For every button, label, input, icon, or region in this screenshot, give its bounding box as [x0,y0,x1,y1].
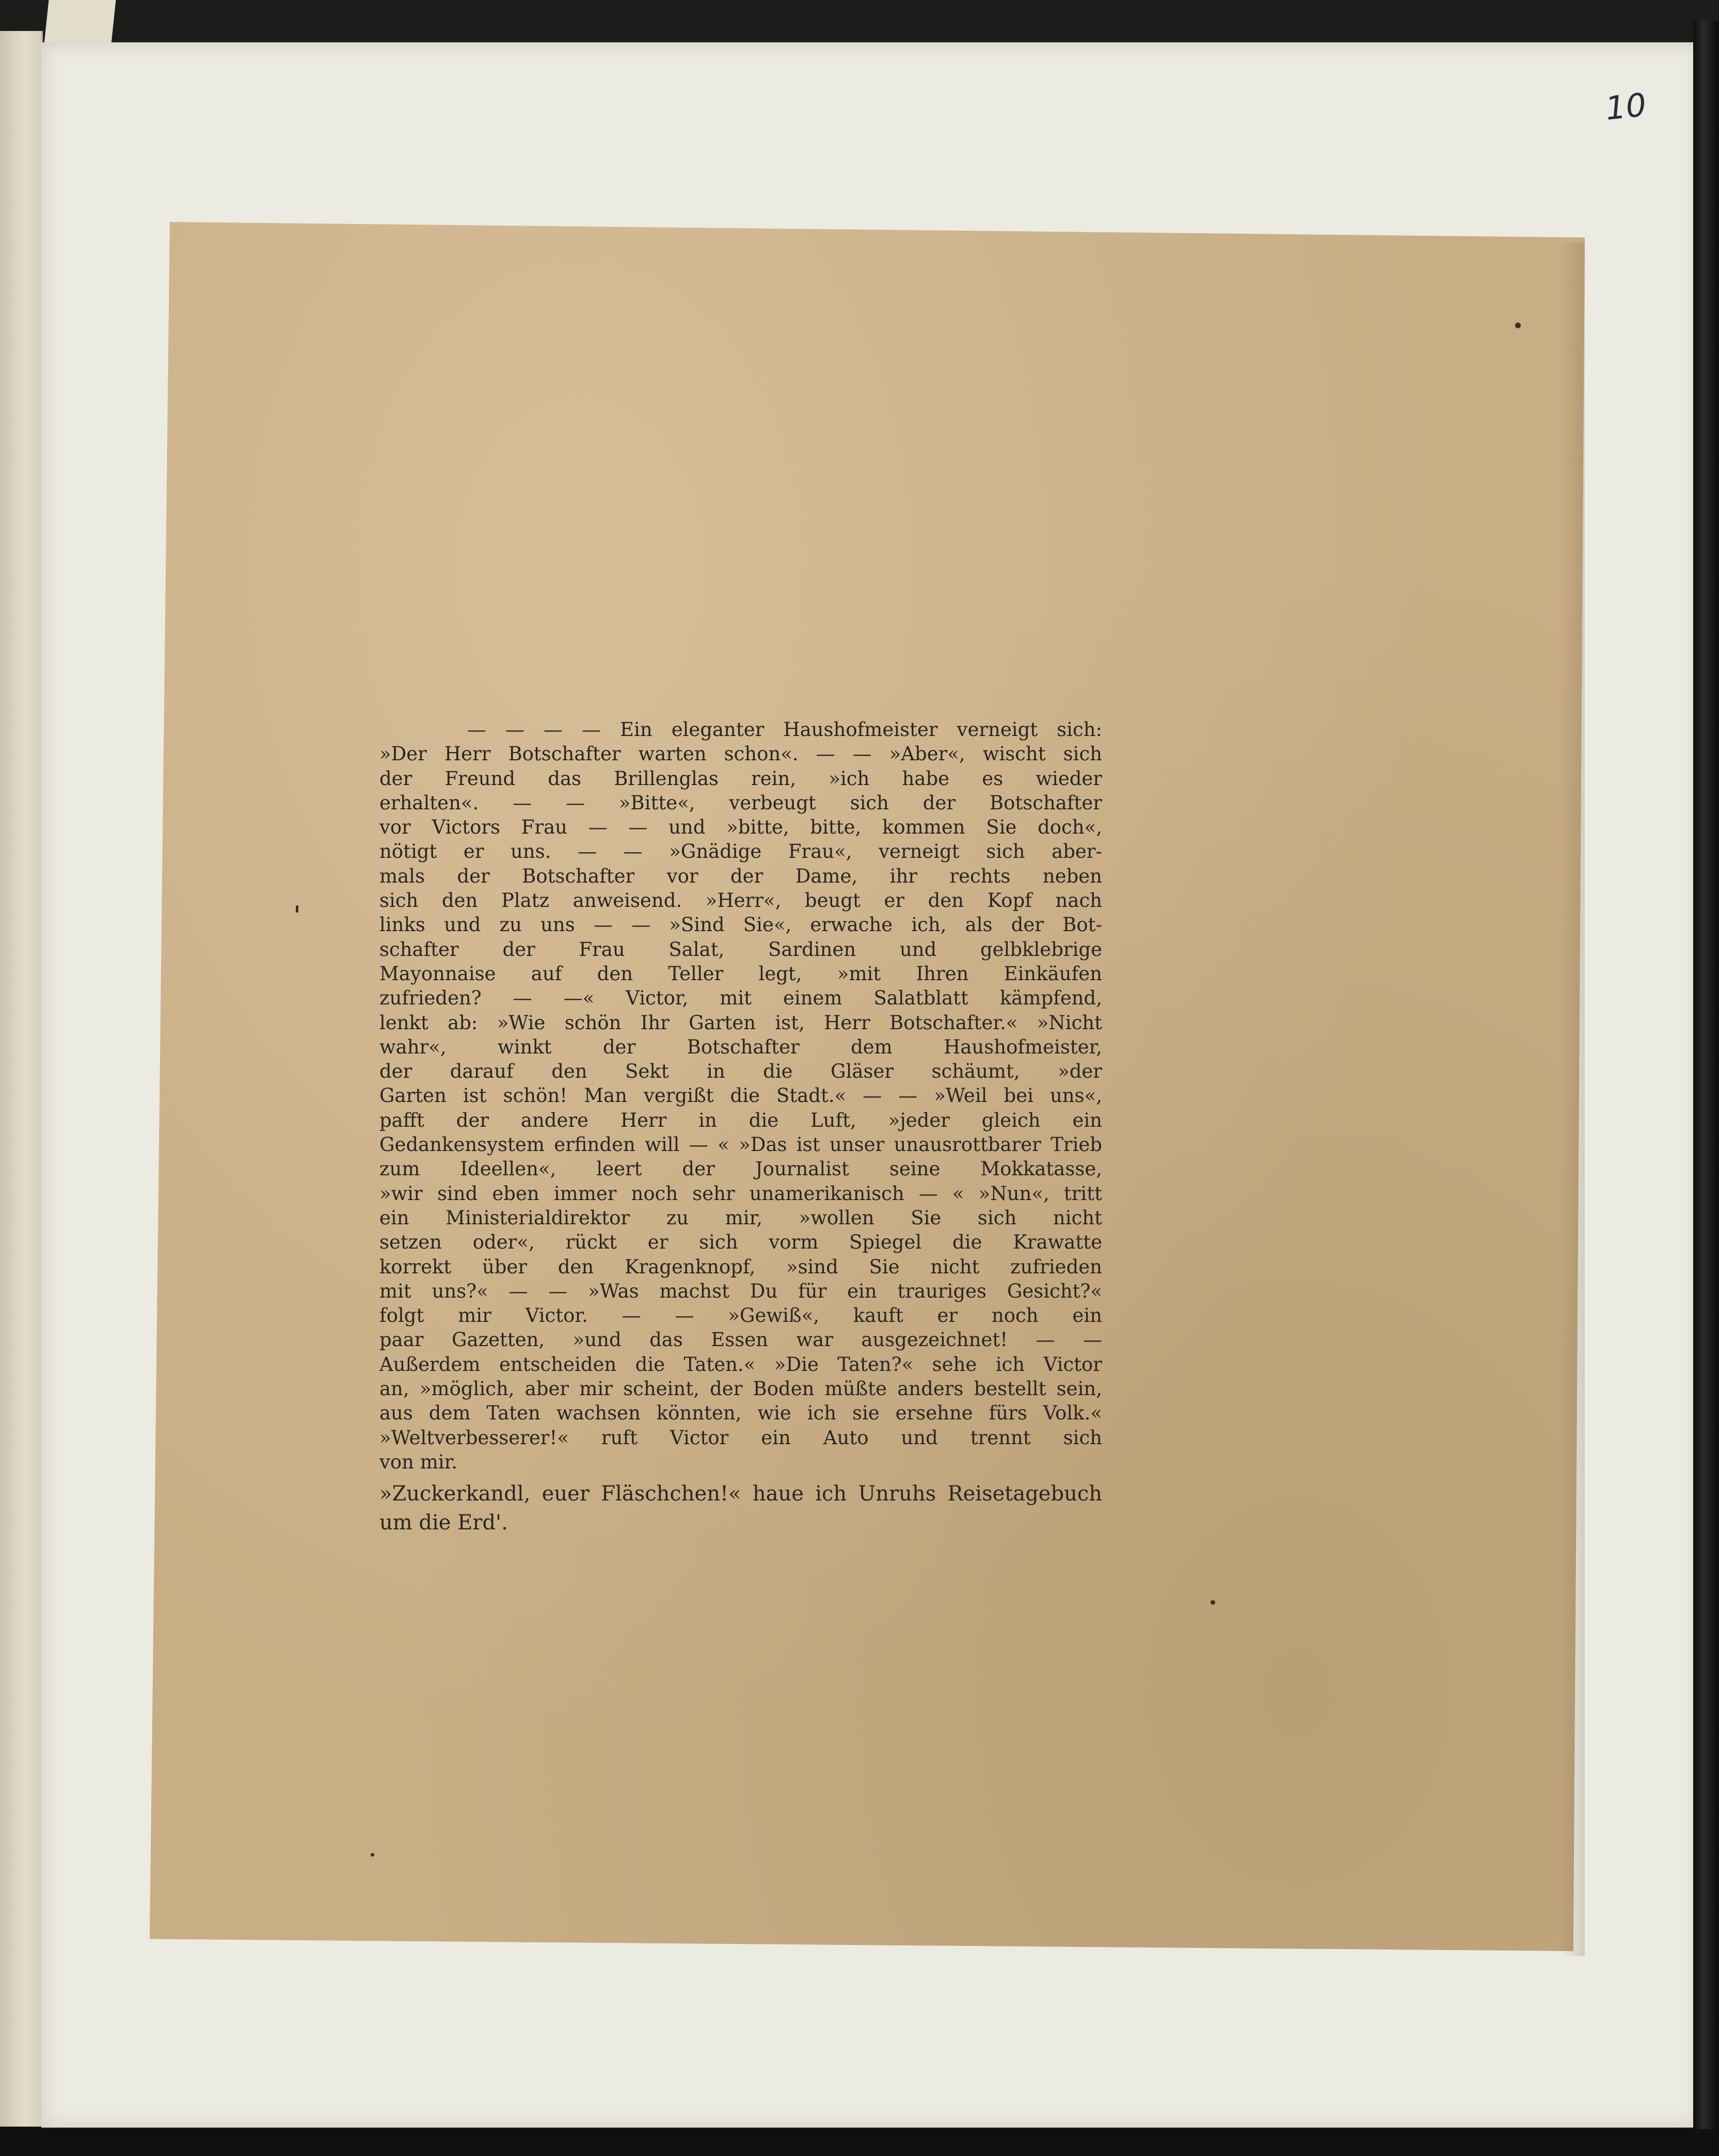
paper-speck [296,905,298,913]
text-line: Mayonnaise auf den Teller legt, »mit Ihren Einkäufen [379,962,1102,985]
page-edge-shadow [1693,21,1719,2147]
text-line: setzen oder«, rückt er sich vorm Spiegel die Krawatte [379,1231,1102,1254]
text-line: paar Gazetten, »und das Essen war ausgezeichnet! — — [379,1329,1102,1351]
text-line: pafft der andere Herr in die Luft, »jeder gleich ein [379,1109,1102,1131]
text-line: lenkt ab: »Wie schön Ihr Garten ist, Herr Botschafter.« »Nicht [379,1011,1102,1034]
text-line: Gedankensystem erfinden will — « »Das ist unser unausrottbarer Trieb [379,1133,1102,1156]
article-paragraph-2 [379,1479,1102,1537]
text-line: links und zu uns — — »Sind Sie«, erwache ich, als der Bot- [379,914,1102,936]
text-line: zum Ideellen«, leert der Journalist seine Mokkatasse, [379,1158,1102,1180]
text-line: »Der Herr Botschafter warten schon«. — — »Aber«, wischt sich [379,743,1102,765]
article-text [379,717,1102,1537]
text-line: korrekt über den Kragenknopf, »sind Sie nicht zufrieden [379,1255,1102,1278]
album-spine [0,31,43,2127]
scanner-background-top [0,0,1719,46]
text-line: wahr«, winkt der Botschafter dem Haushofmeister, [379,1035,1102,1058]
scanner-background-bottom [0,2129,1719,2156]
text-line: aus dem Taten wachsen könnten, wie ich sie ersehne fürs Volk.« [379,1402,1102,1425]
text-line: mals der Botschafter vor der Dame, ihr rechts neben [379,865,1102,887]
page-number: 10 [1603,86,1648,127]
text-line: nötigt er uns. — — »Gnädige Frau«, verneigt sich aber- [379,840,1102,863]
paper-tab [44,0,116,44]
text-line: der Freund das Brillenglas rein, »ich habe es wieder [379,767,1102,790]
text-line: folgt mir Victor. — — »Gewiß«, kauft er noch ein [379,1304,1102,1327]
article-paragraph-1 [379,717,1102,1474]
text-line: von mir. [379,1450,458,1473]
text-line: erhalten«. — — »Bitte«, verbeugt sich der Botschafter [379,791,1102,814]
text-line: an, »möglich, aber mir scheint, der Boden müßte anders bestellt sein, [379,1378,1102,1400]
text-line: »Zuckerkandl, euer Fläschchen!« haue ich Unruhs Reisetagebuch [379,1482,1102,1506]
text-line: Garten ist schön! Man vergißt die Stadt.« — — »Weil bei uns«, [379,1084,1102,1107]
text-line: sich den Platz anweisend. »Herr«, beugt er den Kopf nach [379,889,1102,912]
text-line: zufrieden? — —« Victor, mit einem Salatblatt kämpfend, [379,987,1102,1010]
text-line: Außerdem entscheiden die Taten.« »Die Taten?« sehe ich Victor [379,1353,1102,1376]
text-line: — — — — Ein eleganter Haushofmeister verneigt sich: [467,718,1102,741]
text-line: »wir sind eben immer noch sehr unamerikanisch — « »Nun«, tritt [379,1182,1102,1205]
text-line: um die Erd'. [379,1511,508,1535]
text-line: schafter der Frau Salat, Sardinen und gelbklebrige [379,938,1102,961]
paper-speck [371,1853,374,1857]
sheet-shade [1559,243,1585,1956]
text-line: vor Victors Frau — — und »bitte, bitte, kommen Sie doch«, [379,816,1102,839]
text-line: »Weltverbesserer!« ruft Victor ein Auto und trennt sich [379,1426,1102,1449]
text-line: der darauf den Sekt in die Gläser schäumt, »der [379,1060,1102,1083]
text-line: mit uns?« — — »Was machst Du für ein trauriges Gesicht?« [379,1280,1102,1302]
paper-speck [1211,1600,1215,1605]
paper-speck [1515,323,1521,328]
text-line: ein Ministerialdirektor zu mir, »wollen Sie sich nicht [379,1206,1102,1229]
